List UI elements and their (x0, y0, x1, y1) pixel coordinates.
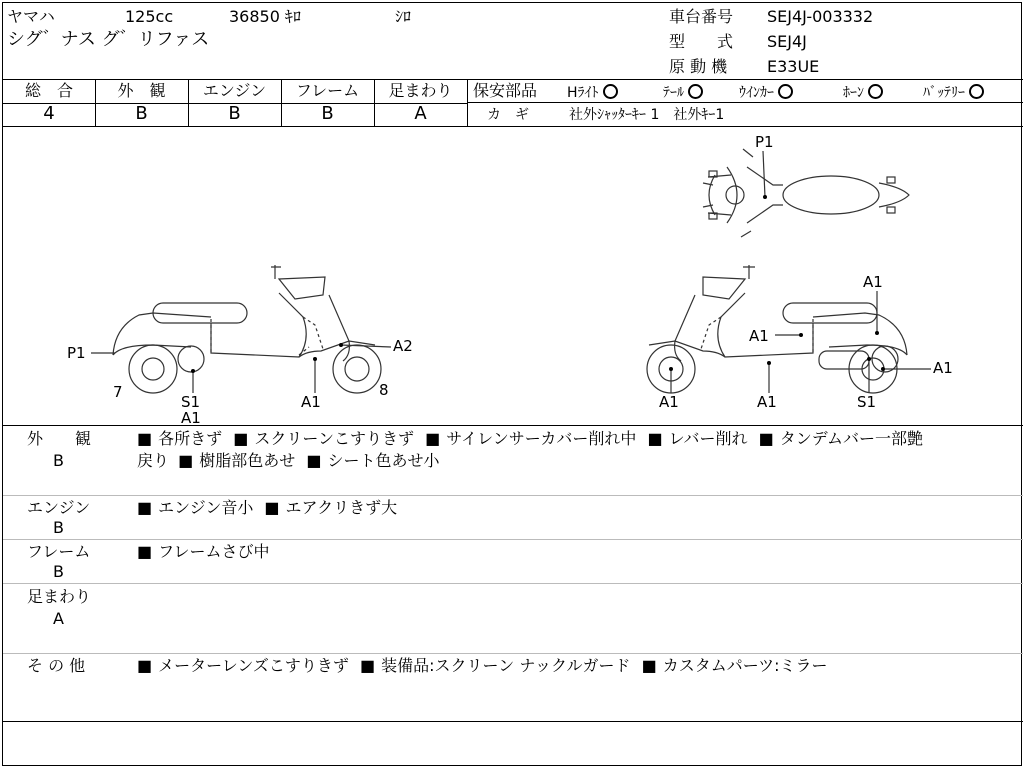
remark-other-items: ■ メーターレンズこすりきず ■ 装備品:スクリーン ナックルガード ■ カスタムパーツ:ミラー (137, 655, 828, 677)
inspection-sheet (2, 2, 1022, 766)
remark-frame-grade: B (53, 562, 64, 581)
ok-circle-icon (688, 84, 703, 99)
remark-suspension-label: 足まわり (27, 587, 92, 606)
remark-engine-items: ■ エンジン音小 ■ エアクリきず大 (137, 497, 397, 519)
type-label: 型 式 (669, 32, 734, 51)
mileage: 36850 ｷﾛ (229, 7, 301, 26)
remark-engine-label: エンジン (27, 498, 91, 517)
frame-no-label: 車台番号 (669, 7, 734, 26)
grade-frame-label: フレーム (295, 81, 360, 100)
frame-no: SEJ4J-003332 (767, 7, 874, 26)
safety-winker: ｳｲﾝｶｰ (739, 82, 793, 102)
label-left-a2: A2 (393, 337, 413, 355)
label-right-a1-front: A1 (659, 393, 679, 411)
label-left-a1-under: A1 (181, 409, 201, 427)
key-label: カ ギ (487, 107, 529, 123)
remark-other-label: そ の 他 (27, 656, 86, 675)
ok-circle-icon (603, 84, 618, 99)
label-left-p1: P1 (67, 344, 86, 362)
label-right-a1-side: A1 (933, 359, 953, 377)
safety-label: 保安部品 (473, 81, 538, 100)
type-value: SEJ4J (767, 32, 807, 51)
remark-suspension-grade: A (53, 609, 64, 628)
label-left-7: 7 (113, 383, 123, 401)
safety-headlight: Hﾗｲﾄ (567, 82, 618, 102)
safety-battery: ﾊﾞｯﾃﾘｰ (923, 82, 984, 102)
scooter-left-view (113, 265, 381, 393)
engine-no-label: 原 動 機 (669, 57, 728, 76)
ok-circle-icon (778, 84, 793, 99)
remark-exterior-items: ■ 各所きず ■ スクリーンこすりきず ■ サイレンサーカバー削れ中 ■ レバー削れ ■ タンデムバー一部艶 (137, 428, 923, 450)
grade-engine-label: エンジン (202, 81, 267, 100)
grade-exterior-label: 外 観 (117, 81, 166, 100)
grade-total-label: 総 合 (24, 81, 73, 100)
ok-circle-icon (868, 84, 883, 99)
engine-no: E33UE (767, 57, 820, 76)
remark-engine-grade: B (53, 518, 64, 537)
grade-exterior: B (135, 103, 148, 124)
label-top-p1: P1 (755, 133, 774, 151)
safety-tail: ﾃｰﾙ (663, 82, 703, 102)
label-left-s1: S1 (181, 393, 201, 411)
remark-exterior-items-line2: 戻り ■ 樹脂部色あせ ■ シート色あせ小 (137, 450, 439, 472)
label-right-a1-mid: A1 (749, 327, 769, 345)
displacement: 125cc (125, 7, 174, 26)
grade-frame: B (321, 103, 334, 124)
grade-suspension-label: 足まわり (388, 81, 453, 100)
remark-exterior-label: 外 観 (27, 429, 92, 448)
ok-circle-icon (969, 84, 984, 99)
label-right-a1-center: A1 (757, 393, 777, 411)
label-right-s1: S1 (857, 393, 877, 411)
color: ｼﾛ (395, 7, 412, 26)
grade-engine: B (228, 103, 241, 124)
grade-suspension: A (414, 103, 427, 124)
maker: ヤマハ (7, 7, 55, 26)
remark-frame-label: フレーム (27, 542, 91, 561)
grade-total: 4 (43, 103, 55, 124)
safety-horn: ﾎｰﾝ (843, 82, 883, 102)
label-left-8: 8 (379, 381, 389, 399)
label-left-a1: A1 (301, 393, 321, 411)
label-right-a1-top: A1 (863, 273, 883, 291)
damage-diagram (3, 127, 1021, 427)
model-name: シグ゛ナス グ゛リファス (7, 29, 210, 50)
remark-exterior-grade: B (53, 451, 64, 470)
remark-frame-items: ■ フレームさび中 (137, 541, 270, 563)
key-value: 社外ｼｬｯﾀｰｷｰ 1 社外ｷｰ1 (569, 107, 725, 123)
scooter-top-view (703, 149, 909, 237)
